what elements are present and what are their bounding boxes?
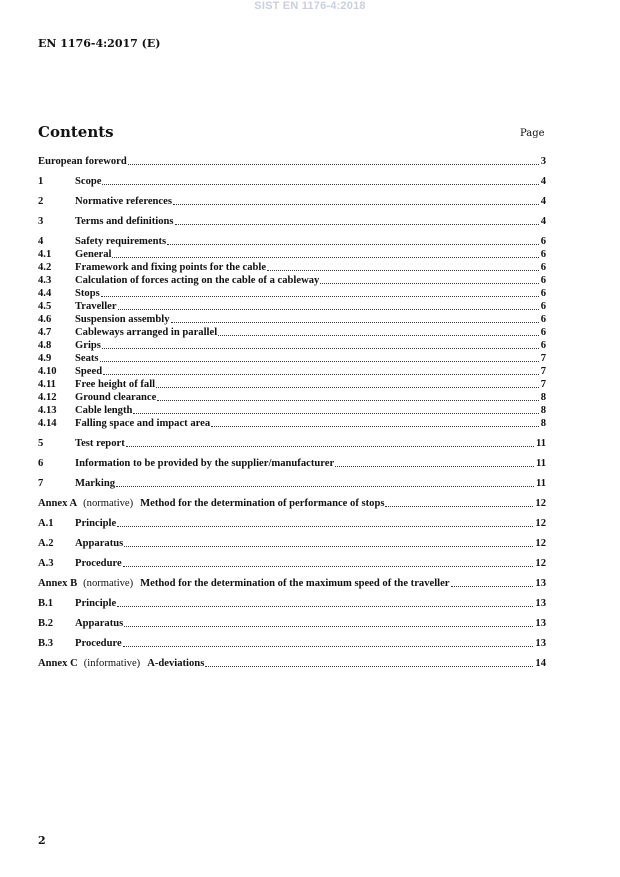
toc-entry[interactable] [38, 390, 546, 404]
toc-leader-dots [112, 256, 538, 258]
toc-entry[interactable] [38, 536, 546, 550]
toc-annex-kind: (normative) [83, 498, 134, 509]
toc-leader-dots [157, 399, 538, 401]
toc-leader-dots [171, 321, 539, 323]
toc-entry-number: 6 [38, 458, 44, 469]
toc-entry-number: 4.6 [38, 314, 52, 325]
toc-entry-title: Procedure [75, 558, 122, 569]
toc-leader-dots [173, 203, 539, 205]
toc-entry-number: 5 [38, 438, 44, 449]
toc-entry-page: 13 [535, 598, 546, 609]
toc-entry[interactable] [38, 496, 546, 510]
toc-entry-page: 7 [540, 366, 546, 377]
toc-entry-number: A.1 [38, 518, 54, 529]
toc-leader-dots [128, 163, 539, 165]
toc-entry-page: 8 [540, 418, 546, 429]
toc-entry-title: Marking [75, 478, 116, 489]
watermark: SIST EN 1176-4:2018 [254, 0, 366, 12]
toc-leader-dots [117, 605, 533, 607]
toc-leader-dots [211, 425, 539, 427]
toc-entry-title: Principle [75, 598, 117, 609]
toc-entry-page: 6 [540, 249, 546, 260]
toc-entry[interactable] [38, 273, 546, 287]
toc-entry[interactable] [38, 234, 546, 248]
toc-leader-dots [100, 360, 539, 362]
toc-entry-page: 12 [535, 498, 546, 509]
toc-leader-dots [167, 243, 539, 245]
toc-entry-title: A-deviations [147, 658, 205, 669]
toc-entry[interactable] [38, 596, 546, 610]
toc-leader-dots [123, 645, 534, 647]
toc-entry-title: Principle [75, 518, 117, 529]
toc-entry-page: 7 [540, 353, 546, 364]
toc-entry-title: Free height of fall [75, 379, 156, 390]
toc-entry-title: Normative references [75, 196, 172, 207]
contents-heading: Contents [38, 123, 114, 141]
toc-entry-page: 6 [540, 262, 546, 273]
toc-leader-dots [124, 625, 533, 627]
toc-entry-title: European foreword [38, 156, 127, 167]
toc-entry-title: Method for the determination of performance of stops [140, 498, 385, 509]
toc-entry[interactable] [38, 656, 546, 670]
toc-entry-page: 8 [540, 392, 546, 403]
toc-entry-page: 11 [535, 438, 546, 449]
toc-entry[interactable] [38, 616, 546, 630]
toc-entry-number: 4.11 [38, 379, 56, 390]
toc-entry-number: 4.5 [38, 301, 52, 312]
toc-entry[interactable] [38, 556, 546, 570]
toc-entry-title: Calculation of forces acting on the cable of a cableway [75, 275, 320, 286]
toc-entry-page: 12 [535, 518, 546, 529]
toc-entry[interactable] [38, 247, 546, 261]
toc-entry-page: 11 [535, 458, 546, 469]
toc-entry-title: Grips [75, 340, 101, 351]
toc-annex-kind: (normative) [83, 578, 134, 589]
toc-entry-page: 13 [535, 578, 546, 589]
toc-entry-title: Cable length [75, 405, 133, 416]
toc-entry[interactable] [38, 174, 546, 188]
toc-entry-page: 13 [535, 638, 546, 649]
toc-entry-number: B.2 [38, 618, 54, 629]
toc-entry-title: Method for the determination of the maximum speed of the traveller [140, 578, 450, 589]
toc-entry-title: Procedure [75, 638, 122, 649]
toc-entry-title: Terms and definitions [75, 216, 174, 227]
toc-leader-dots [267, 269, 539, 271]
toc-entry-title: Falling space and impact area [75, 418, 211, 429]
toc-annex-label: Annex B [38, 578, 78, 589]
toc-entry[interactable] [38, 436, 546, 450]
toc-entry-number: 4.13 [38, 405, 57, 416]
toc-entry-page: 14 [535, 658, 546, 669]
toc-entry-number: 4.8 [38, 340, 52, 351]
toc-entry-title: General [75, 249, 112, 260]
toc-entry-number: 4.3 [38, 275, 52, 286]
toc-entry-page: 3 [540, 156, 546, 167]
toc-entry[interactable] [38, 456, 546, 470]
toc-annex-label: Annex A [38, 498, 78, 509]
toc-entry-page: 4 [540, 196, 546, 207]
toc-entry[interactable] [38, 403, 546, 417]
toc-entry-page: 11 [535, 478, 546, 489]
toc-leader-dots [117, 525, 533, 527]
document-id: EN 1176-4:2017 (E) [38, 37, 161, 50]
toc-entry-title: Suspension assembly [75, 314, 170, 325]
toc-entry-number: 3 [38, 216, 44, 227]
toc-entry[interactable] [38, 576, 546, 590]
toc-entry-page: 12 [535, 558, 546, 569]
toc-entry-title: Framework and fixing points for the cable [75, 262, 267, 273]
toc-entry[interactable] [38, 154, 546, 168]
toc-leader-dots [385, 505, 533, 507]
toc-entry[interactable] [38, 476, 546, 490]
toc-entry-title: Speed [75, 366, 103, 377]
toc-leader-dots [335, 465, 534, 467]
toc-entry-number: 4.1 [38, 249, 52, 260]
toc-entry-title: Test report [75, 438, 125, 449]
toc-entry-page: 6 [540, 275, 546, 286]
toc-leader-dots [133, 412, 538, 414]
toc-annex-label: Annex C [38, 658, 78, 669]
toc-entry-page: 4 [540, 216, 546, 227]
toc-entry[interactable] [38, 194, 546, 208]
toc-entry-title: Seats [75, 353, 99, 364]
toc-entry-title: Ground clearance [75, 392, 157, 403]
toc-entry-page: 6 [540, 340, 546, 351]
toc-entry-number: 4.7 [38, 327, 52, 338]
toc-entry-page: 6 [540, 288, 546, 299]
toc-entry-title: Apparatus [75, 538, 124, 549]
toc-entry[interactable] [38, 338, 546, 352]
toc-entry-title: Safety requirements [75, 236, 167, 247]
toc-leader-dots [205, 665, 533, 667]
toc-entry-number: 7 [38, 478, 44, 489]
toc-entry-number: 4 [38, 236, 44, 247]
toc-leader-dots [156, 386, 539, 388]
page-number: 2 [38, 834, 46, 847]
toc-entry-title: Traveller [75, 301, 117, 312]
toc-entry[interactable] [38, 312, 546, 326]
toc-leader-dots [124, 545, 533, 547]
toc-entry-number: 2 [38, 196, 44, 207]
toc-entry[interactable] [38, 516, 546, 530]
toc-entry-number: 4.10 [38, 366, 57, 377]
toc-entry[interactable] [38, 286, 546, 300]
page-column-label: Page [520, 128, 545, 139]
toc-leader-dots [101, 295, 539, 297]
toc-entry-page: 12 [535, 538, 546, 549]
toc-entry[interactable] [38, 214, 546, 228]
toc-entry-number: 4.2 [38, 262, 52, 273]
toc-entry-number: 4.4 [38, 288, 52, 299]
toc-leader-dots [123, 565, 534, 567]
toc-entry-page: 6 [540, 327, 546, 338]
toc-entry-number: A.2 [38, 538, 54, 549]
toc-leader-dots [118, 308, 539, 310]
toc-entry-page: 8 [540, 405, 546, 416]
toc-entry[interactable] [38, 416, 546, 430]
toc-leader-dots [116, 485, 534, 487]
toc-leader-dots [103, 373, 539, 375]
toc-leader-dots [218, 334, 539, 336]
toc-entry-title: Information to be provided by the supplier/manufacturer [75, 458, 335, 469]
toc-entry-number: 1 [38, 176, 44, 187]
toc-leader-dots [320, 282, 538, 284]
toc-entry-number: A.3 [38, 558, 54, 569]
toc-entry[interactable] [38, 364, 546, 378]
toc-annex-kind: (informative) [83, 658, 141, 669]
toc-entry[interactable] [38, 299, 546, 313]
toc-entry-title: Stops [75, 288, 100, 299]
toc-entry-number: B.1 [38, 598, 54, 609]
toc-entry[interactable] [38, 377, 546, 391]
toc-leader-dots [102, 347, 539, 349]
toc-entry-number: 4.9 [38, 353, 52, 364]
toc-entry-page: 7 [540, 379, 546, 390]
toc-entry-page: 6 [540, 236, 546, 247]
toc-entry-page: 6 [540, 301, 546, 312]
toc-entry[interactable] [38, 351, 546, 365]
toc-leader-dots [102, 183, 538, 185]
toc-leader-dots [175, 223, 539, 225]
toc-entry[interactable] [38, 260, 546, 274]
toc-entry-number: B.3 [38, 638, 54, 649]
toc-entry-title: Cableways arranged in parallel [75, 327, 218, 338]
toc-entry-title: Scope [75, 176, 102, 187]
toc-entry-number: 4.12 [38, 392, 57, 403]
toc-entry[interactable] [38, 636, 546, 650]
toc-entry-page: 4 [540, 176, 546, 187]
toc-leader-dots [451, 585, 534, 587]
toc-entry-page: 6 [540, 314, 546, 325]
toc-entry-number: 4.14 [38, 418, 57, 429]
toc-entry-title: Apparatus [75, 618, 124, 629]
toc-entry-page: 13 [535, 618, 546, 629]
toc-leader-dots [126, 445, 534, 447]
toc-entry[interactable] [38, 325, 546, 339]
